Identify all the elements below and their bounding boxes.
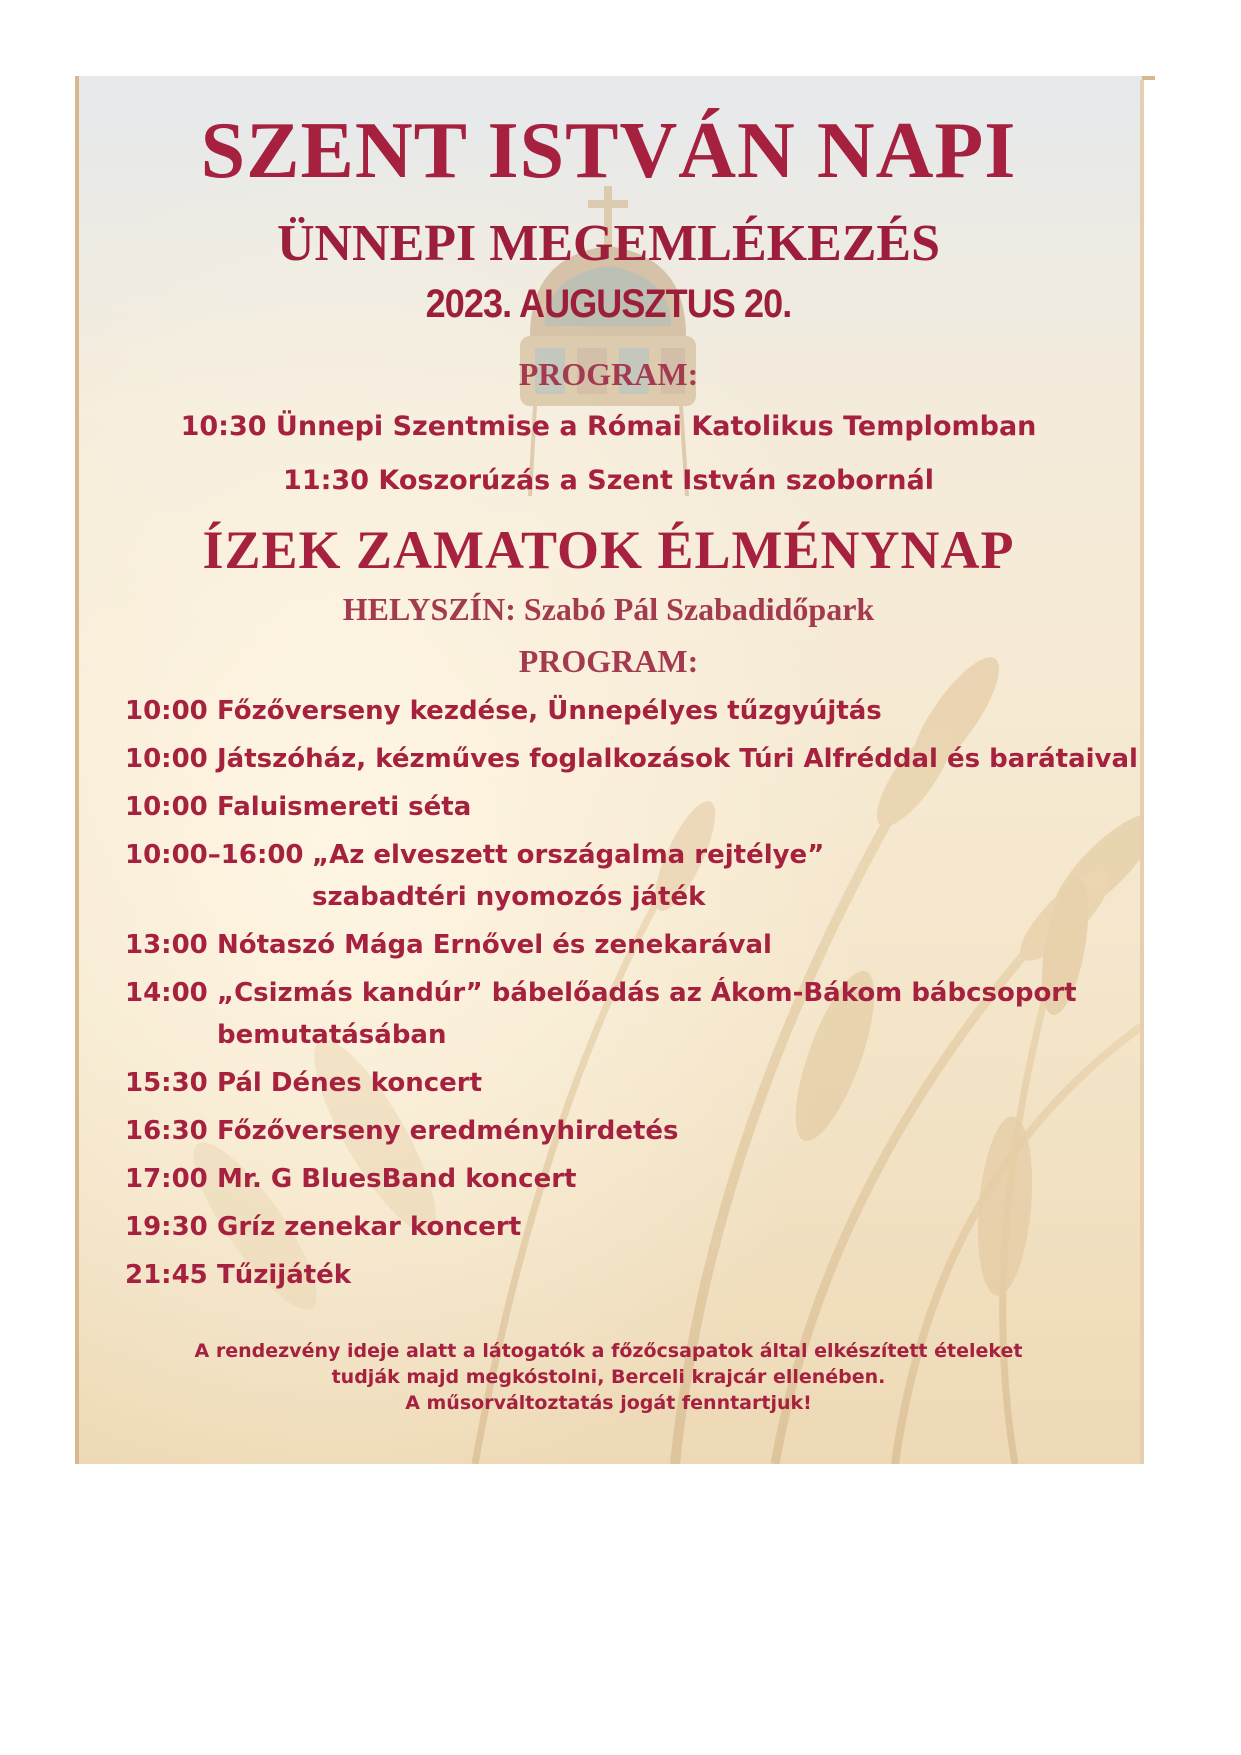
schedule-time: 16:30 <box>125 1116 208 1146</box>
schedule-desc: Faluismereti séta <box>217 792 472 822</box>
schedule-time: 10:00–16:00 <box>125 840 304 870</box>
schedule-item <box>125 972 1135 1062</box>
schedule-time: 10:00 <box>125 744 208 774</box>
schedule-item <box>125 924 1135 972</box>
program-heading-2: PROGRAM: <box>518 643 699 679</box>
schedule-item <box>125 1206 1135 1254</box>
schedule-desc: Nótaszó Mága Ernővel és zenekarával <box>217 930 772 960</box>
schedule-desc: Gríz zenekar koncert <box>217 1212 522 1242</box>
footer-note <box>75 1338 1142 1416</box>
footer-line: A műsorváltoztatás jogát fenntartjuk! <box>405 1392 812 1414</box>
poster-frame-right <box>1140 80 1144 1464</box>
schedule-item <box>125 690 1135 738</box>
schedule-desc: „Csizmás kandúr” bábelőadás az Ákom-Bákom bábcsoport <box>217 978 1077 1008</box>
schedule-desc: Főzőverseny kezdése, Ünnepélyes tűzgyújtás <box>217 696 882 726</box>
venue: HELYSZÍN: Szabó Pál Szabadidőpark <box>342 591 875 627</box>
footer-line: A rendezvény ideje alatt a látogatók a főzőcsapatok által elkészített ételeket <box>194 1340 1023 1362</box>
schedule-desc-continued: bemutatásában <box>217 1020 447 1050</box>
schedule-time: 17:00 <box>125 1164 208 1194</box>
schedule-time: 10:00 <box>125 696 208 726</box>
schedule-item <box>125 738 1138 786</box>
event-date: 2023. AUGUSZTUS 20. <box>425 282 792 326</box>
schedule-item <box>125 834 1135 924</box>
schedule-item <box>125 1158 1135 1206</box>
poster <box>75 76 1142 1464</box>
program-heading-1: PROGRAM: <box>518 356 699 392</box>
wreath-line: 11:30 Koszorúzás a Szent István szobornál <box>283 465 934 496</box>
schedule-time: 21:45 <box>125 1260 208 1290</box>
schedule-time: 13:00 <box>125 930 208 960</box>
event-title: ÍZEK ZAMATOK ÉLMÉNYNAP <box>202 520 1015 580</box>
schedule-item <box>125 1254 1135 1302</box>
schedule-time: 19:30 <box>125 1212 208 1242</box>
schedule-item <box>125 786 1135 834</box>
schedule-desc: Játszóház, kézműves foglalkozások Túri Alfréddal és barátaival <box>217 744 1138 774</box>
poster-title: SZENT ISTVÁN NAPI <box>200 107 1017 195</box>
schedule-desc: „Az elveszett országalma rejtélye” <box>312 840 825 870</box>
schedule-desc: Tűzijáték <box>217 1260 352 1290</box>
schedule-time: 10:00 <box>125 792 208 822</box>
mass-line: 10:30 Ünnepi Szentmise a Római Katolikus Templomban <box>180 411 1037 442</box>
schedule-desc: Pál Dénes koncert <box>217 1068 483 1098</box>
poster-frame-left <box>75 76 79 1464</box>
footer-line: tudják majd megkóstolni, Berceli krajcár ellenében. <box>331 1366 886 1388</box>
schedule-desc-continued: szabadtéri nyomozós játék <box>312 882 706 912</box>
schedule-desc: Főzőverseny eredményhirdetés <box>217 1116 679 1146</box>
schedule-desc: Mr. G BluesBand koncert <box>217 1164 577 1194</box>
schedule-list <box>125 690 1138 1302</box>
schedule-time: 15:30 <box>125 1068 208 1098</box>
poster-subtitle: ÜNNEPI MEGEMLÉKEZÉS <box>276 215 941 272</box>
schedule-item <box>125 1110 1135 1158</box>
schedule-time: 14:00 <box>125 978 208 1008</box>
schedule-item <box>125 1062 1135 1110</box>
